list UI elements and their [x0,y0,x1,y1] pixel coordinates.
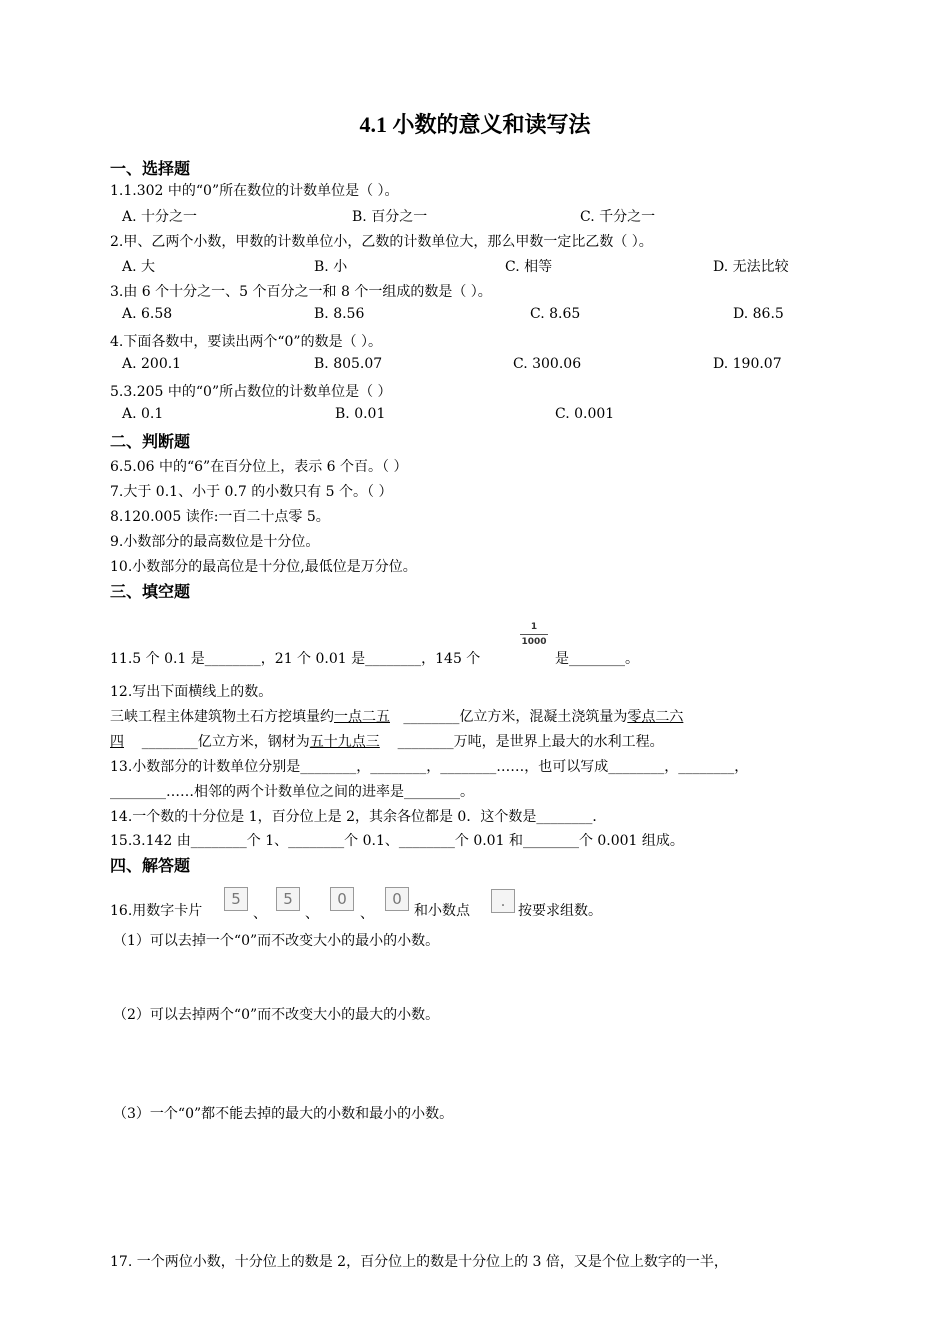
q3-option-b: B. 8.56 [314,306,365,322]
fraction-numerator: 1 [530,622,538,632]
question-16-mid: 和小数点 [414,903,470,919]
separator: 、 [305,906,319,922]
q2-option-b: B. 小 [314,259,348,275]
q12-text-d: ________万吨，是世界上最大的水利工程。 [379,734,664,750]
question-13-line-1: 13.小数部分的计数单位分别是________，________，________……，也可以写成________，________， [110,759,749,775]
question-13-line-2: ________……相邻的两个计数单位之间的进率是________。 [110,784,474,800]
page-title: 4.1 小数的意义和读写法 [359,112,591,137]
question-16-part-3: （3）一个“0”都不能去掉的最大的小数和最小的小数。 [113,1106,454,1122]
question-8: 8.120.005 读作:一百二十点零 5。 [110,509,330,525]
q12-text-b: ________亿立方米，混凝土浇筑量为 [390,709,628,725]
digit-card-5: 5 [276,887,300,911]
q3-option-c: C. 8.65 [530,306,581,322]
q4-option-d: D. 190.07 [713,356,782,372]
question-12-line-1 [110,706,683,726]
q1-option-b: B. 百分之一 [352,209,428,225]
question-3: 3.由 6 个十分之一、5 个百分之一和 8 个一组成的数是（ ）。 [110,284,492,300]
section-heading-judge: 二、判断题 [110,432,191,451]
question-1: 1.1.302 中的“0”所在数位的计数单位是（ ）。 [110,183,399,199]
q12-underlined-2: 零点二六 [627,709,684,725]
question-16-part-2: （2）可以去掉两个“0”而不改变大小的最大的小数。 [113,1007,440,1023]
question-16-part-1: （1）可以去掉一个“0”而不改变大小的最小的小数。 [113,933,440,949]
digit-card-0: 0 [330,887,354,911]
q12-underlined-3: 四 [110,734,124,750]
q4-option-b: B. 805.07 [314,356,383,372]
question-9: 9.小数部分的最高数位是十分位。 [110,534,320,550]
q5-option-c: C. 0.001 [555,406,615,422]
decimal-point-card: . [491,889,515,913]
q12-underlined-4: 五十九点三 [309,734,380,750]
separator: 、 [360,906,374,922]
q4-option-c: C. 300.06 [513,356,582,372]
question-15: 15.3.142 由________个 1、________个 0.1、________个 0.01 和________个 0.001 组成。 [110,833,684,849]
fraction-one-thousandth [520,622,548,647]
q12-text-c: ________亿立方米，钢材为 [124,734,310,750]
q2-option-c: C. 相等 [505,259,553,275]
question-12-intro: 12.写出下面横线上的数。 [110,684,273,700]
q5-option-b: B. 0.01 [335,406,386,422]
q2-option-d: D. 无法比较 [713,259,789,275]
question-10: 10.小数部分的最高位是十分位,最低位是万分位。 [110,559,417,575]
question-11-end: 是________。 [555,651,639,667]
question-6: 6.5.06 中的“6”在百分位上，表示 6 个百。（ ） [110,459,408,475]
q1-option-c: C. 千分之一 [580,209,656,225]
question-16-end: 按要求组数。 [518,903,602,919]
q3-option-a: A. 6.58 [122,306,173,322]
question-5: 5.3.205 中的“0”所占数位的计数单位是（ ） [110,384,392,400]
section-heading-fill: 三、填空题 [110,582,191,601]
question-14: 14.一个数的十分位是 1，百分位上是 2，其余各位都是 0．这个数是________． [110,809,607,825]
digit-card-0: 0 [385,887,409,911]
separator: 、 [253,906,267,922]
q3-option-d: D. 86.5 [733,306,784,322]
q12-underlined-1: 一点二五 [334,709,390,725]
fraction-bar [520,634,548,635]
q5-option-a: A. 0.1 [122,406,164,422]
question-2: 2.甲、乙两个小数，甲数的计数单位小，乙数的计数单位大，那么甲数一定比乙数（ ）。 [110,234,653,250]
question-16-lead: 16.用数字卡片 [110,903,203,919]
q12-text-a: 三峡工程主体建筑物土石方挖填量约 [110,709,334,725]
question-12-line-2 [110,731,664,751]
section-heading-answer: 四、解答题 [110,856,191,875]
q2-option-a: A. 大 [122,259,156,275]
q1-option-a: A. 十分之一 [122,209,198,225]
question-17: 17. 一个两位小数，十分位上的数是 2，百分位上的数是十分位上的 3 倍，又是个位上数字的一半， [110,1254,728,1270]
question-11: 11.5 个 0.1 是________，21 个 0.01 是________，145 个 [110,651,481,667]
question-7: 7.大于 0.1、小于 0.7 的小数只有 5 个。（ ） [110,484,393,500]
q4-option-a: A. 200.1 [122,356,182,372]
question-4: 4.下面各数中，要读出两个“0”的数是（ ）。 [110,334,383,350]
digit-card-5: 5 [224,887,248,911]
section-heading-choice: 一、选择题 [110,159,191,178]
fraction-denominator: 1000 [521,637,547,647]
